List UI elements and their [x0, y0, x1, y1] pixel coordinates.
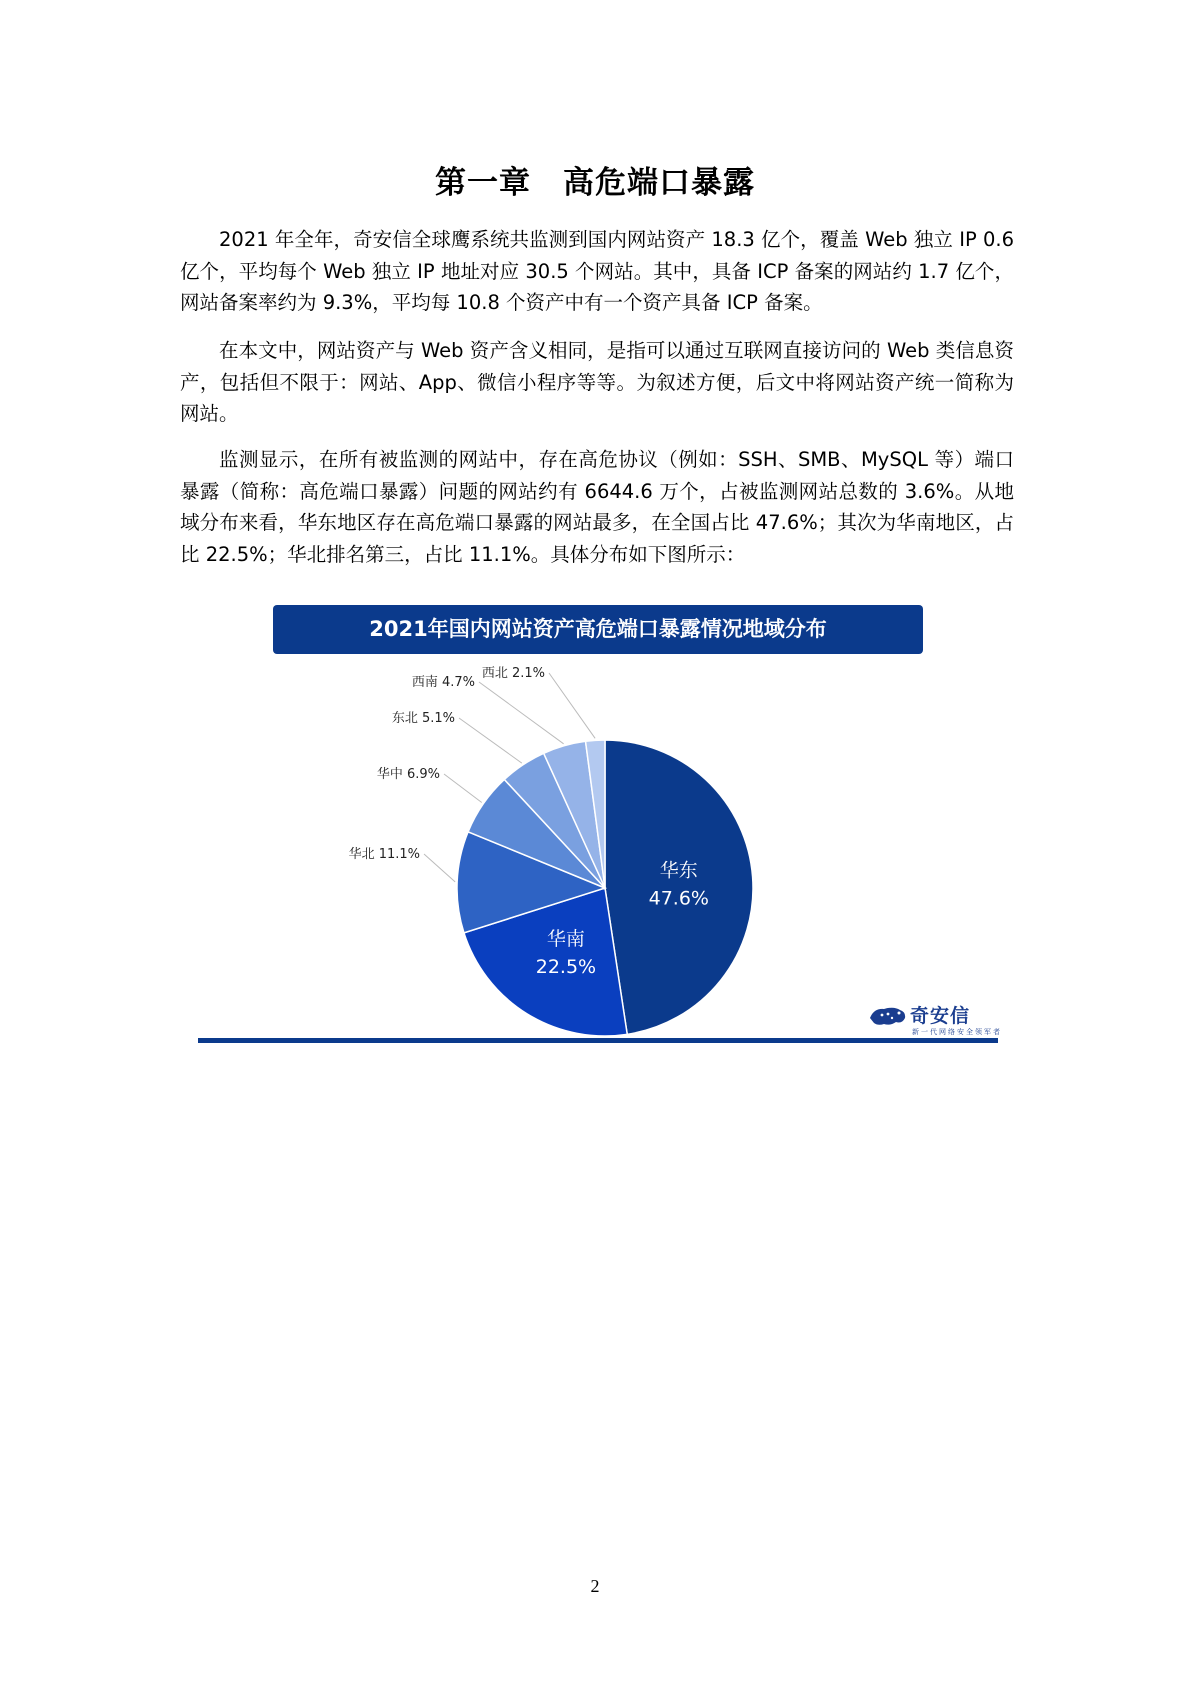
logo-tagline: 新一代网络安全领军者	[912, 1028, 1002, 1036]
company-logo	[868, 1000, 1002, 1036]
pie-leader-2	[424, 854, 455, 882]
chart-title: 2021年国内网站资产高危端口暴露情况地域分布	[273, 605, 923, 654]
pie-label-2: 华北 11.1%	[348, 847, 420, 862]
pie-label-6: 西北 2.1%	[481, 666, 545, 681]
logo-name: 奇安信	[910, 1005, 971, 1027]
pie-label-name-0: 华东	[659, 859, 698, 882]
chart-bottom-rule	[198, 1038, 998, 1043]
paragraph-2: 在本文中，网站资产与 Web 资产含义相同，是指可以通过互联网直接访问的 Web 类信息资产，包括但不限于：网站、App、微信小程序等等。为叙述方便，后文中将网站资产统一简称为网站。	[180, 339, 1014, 425]
pie-leader-3	[444, 774, 482, 803]
paragraph-1: 2021 年全年，奇安信全球鹰系统共监测到国内网站资产 18.3 亿个，覆盖 Web 独立 IP 0.6 亿个，平均每个 Web 独立 IP 地址对应 30.5 个网站。其中，具备 ICP 备案的网站约 1.7 亿个，网站备案率约为 9.3%，平均每 10.8 个资产中有一个资产具备 ICP 备案。	[180, 228, 1014, 314]
pie-leader-5	[479, 682, 564, 744]
page-number: 2	[590, 1576, 600, 1596]
pie-chart	[0, 660, 1190, 1040]
pie-leader-4	[459, 718, 522, 763]
pie-label-3: 华中 6.9%	[376, 767, 440, 782]
pie-label-name-1: 华南	[546, 927, 585, 950]
leopard-icon	[868, 1000, 908, 1030]
paragraph-3: 监测显示，在所有被监测的网站中，存在高危协议（例如：SSH、SMB、MySQL 等）端口暴露（简称：高危端口暴露）问题的网站约有 6644.6 万个，占被监测网站总数的 3.6%。从地域分布来看，华东地区存在高危端口暴露的网站最多，在全国占比 47.6%；其次为华南地区，占比 22.5%；华北排名第三，占比 11.1%。具体分布如下图所示：	[180, 448, 1014, 566]
pie-label-value-1: 22.5%	[535, 955, 597, 978]
pie-leader-6	[549, 673, 595, 738]
chapter-title: 第一章 高危端口暴露	[435, 165, 755, 201]
pie-label-4: 东北 5.1%	[391, 711, 455, 726]
pie-label-5: 西南 4.7%	[411, 675, 475, 690]
pie-label-value-0: 47.6%	[648, 887, 709, 910]
